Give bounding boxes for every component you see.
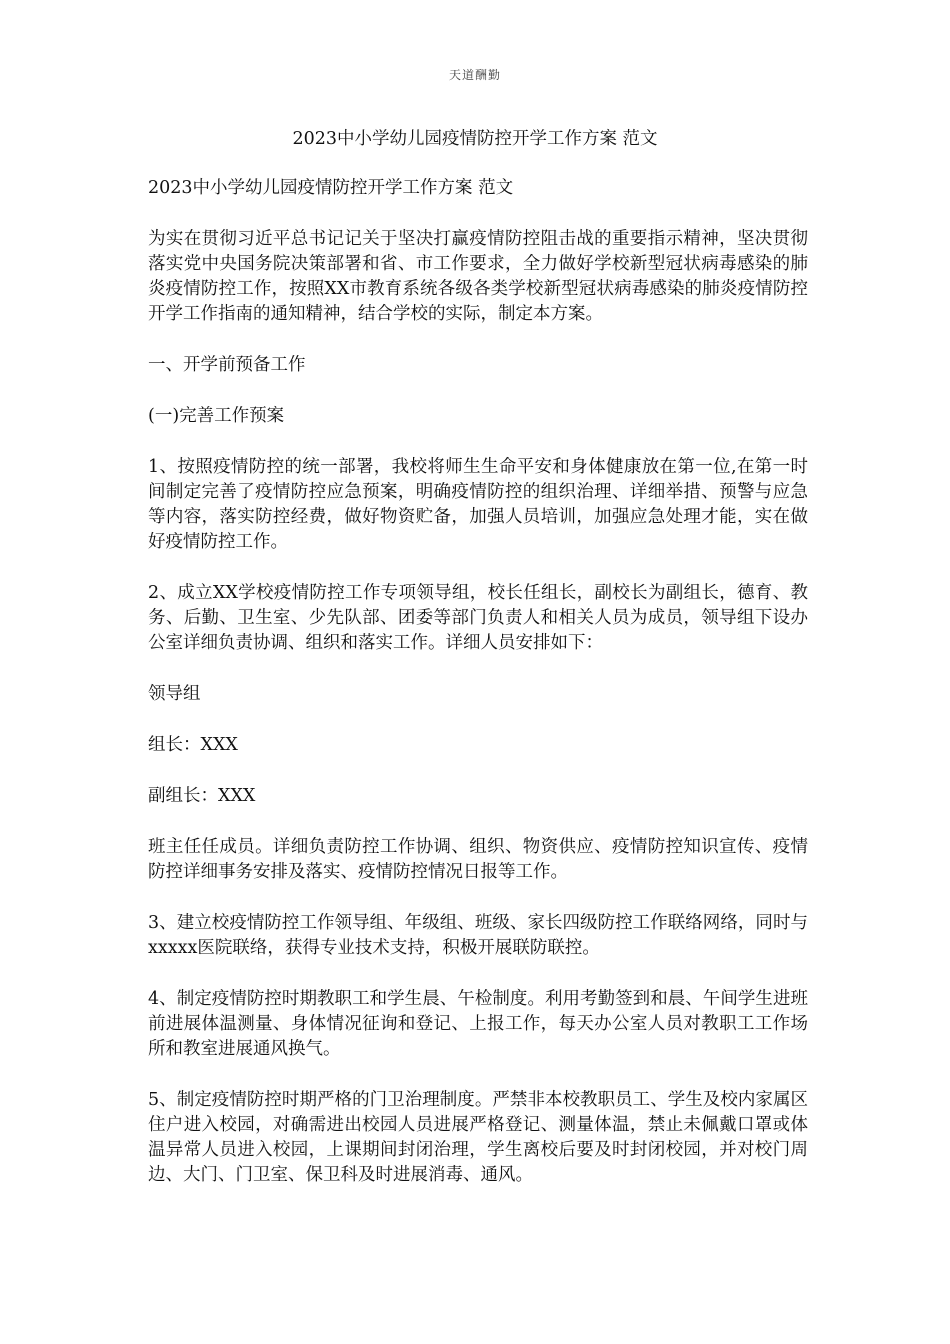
paragraph: 2、成立XX学校疫情防控工作专项领导组，校长任组长，副校长为副组长，德育、教务、后勤、卫生室、少先队部、团委等部门负责人和相关人员为成员，领导组下设办公室详细负责协调、组织和落实工作。详细人员安排如下：	[148, 583, 808, 653]
subsection-heading: (一)完善工作预案	[148, 406, 285, 426]
document-title: 2023中小学幼儿园疫情防控开学工作方案 范文	[292, 129, 658, 149]
paragraph: 班主任任成员。详细负责防控工作协调、组织、物资供应、疫情防控知识宣传、疫情防控详细事务安排及落实、疫情防控情况日报等工作。	[148, 837, 808, 882]
paragraph: 3、建立校疫情防控工作领导组、年级组、班级、家长四级防控工作联络网络，同时与xxxxx医院联络，获得专业技术支持，积极开展联防联控。	[148, 913, 808, 958]
paragraph: 领导组	[148, 684, 201, 704]
paragraph: 5、制定疫情防控时期严格的门卫治理制度。严禁非本校教职员工、学生及校内家属区住户进入校园，对确需进出校园人员进展严格登记、测量体温，禁止未佩戴口罩或体温异常人员进入校园，上课期间封闭治理，学生离校后要及时封闭校园，并对校门周边、大门、门卫室、保卫科及时进展消毒、通风。	[148, 1090, 808, 1185]
page-header: 天道酬勤	[448, 68, 501, 82]
paragraph: 组长：XXX	[148, 735, 238, 755]
paragraph: 副组长：XXX	[148, 786, 256, 806]
paragraph: 为实在贯彻习近平总书记记关于坚决打赢疫情防控阻击战的重要指示精神，坚决贯彻落实党中央国务院决策部署和省、市工作要求，全力做好学校新型冠状病毒感染的肺炎疫情防控工作，按照XX市教育系统各级各类学校新型冠状病毒感染的肺炎疫情防控开学工作指南的通知精神，结合学校的实际，制定本方案。	[148, 229, 808, 324]
paragraph: 2023中小学幼儿园疫情防控开学工作方案 范文	[148, 178, 514, 198]
section-heading: 一、开学前预备工作	[148, 355, 306, 375]
paragraph: 1、按照疫情防控的统一部署，我校将师生生命平安和身体健康放在第一位,在第一时间制定完善了疫情防控应急预案，明确疫情防控的组织治理、详细举措、预警与应急等内容，落实防控经费，做好物资贮备，加强人员培训，加强应急处理才能，实在做好疫情防控工作。	[148, 457, 808, 552]
paragraph: 4、制定疫情防控时期教职工和学生晨、午检制度。利用考勤签到和晨、午间学生进班前进展体温测量、身体情况征询和登记、上报工作，每天办公室人员对教职工工作场所和教室进展通风换气。	[148, 989, 808, 1059]
document-body	[148, 176, 808, 1214]
